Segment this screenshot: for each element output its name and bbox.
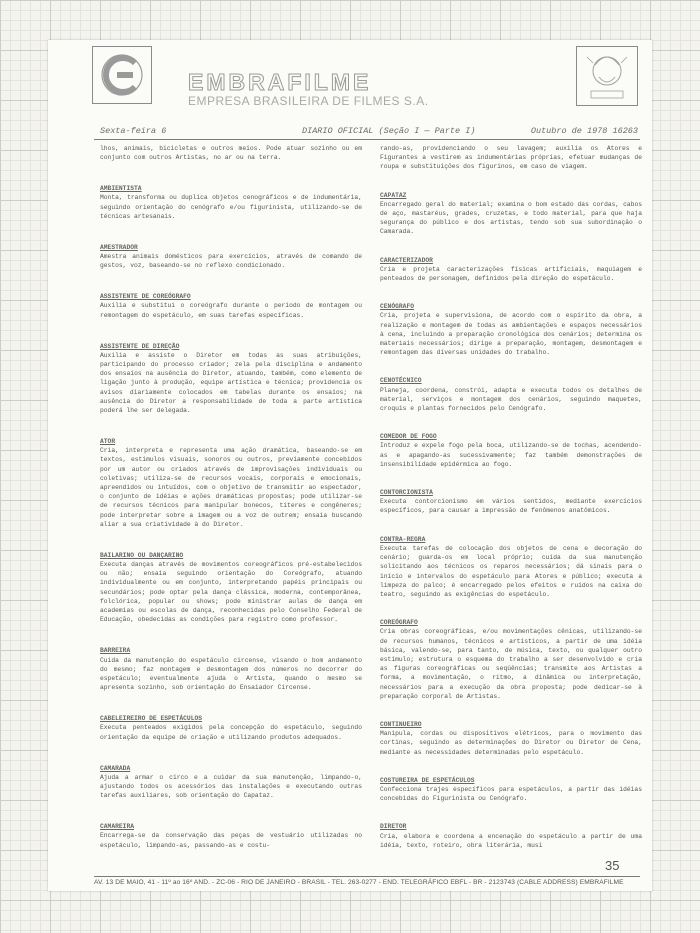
occupation-heading: CARACTERIZADOR — [380, 256, 433, 264]
occupation-heading: COREÓGRAFO — [380, 619, 418, 627]
occupation-heading: AMESTRADOR — [100, 243, 138, 251]
occupation-description: Amestra animais domésticos para exercícios, através de comando de gestos, voz, baseando-se no reflexo condicionado. — [100, 253, 362, 270]
page-number: 35 — [605, 858, 620, 873]
occupation-heading: CAPATAZ — [380, 191, 407, 199]
occupation-description: rando-as, providenciando o seu lavagem; auxilia os Atores e Figurantes a vestirem as indumentárias próprias, efetuar mudanças de roupa e substituições dos figurinos, em caso de viagem. — [380, 145, 642, 171]
occupation-heading: ATOR — [100, 438, 116, 446]
occupation-entry — [380, 776, 642, 804]
occupation-entry — [380, 302, 642, 357]
occupation-entry — [380, 256, 642, 284]
occupation-entry — [100, 292, 362, 320]
occupation-entry — [380, 144, 642, 172]
occupation-entry — [380, 488, 642, 516]
document-page — [48, 40, 652, 891]
occupation-description: Cuida da manutenção do espetáculo circense, visando o bom andamento do mesmo; faz montagem e desmontagem dos números no decorrer do espetáculo; eventualmente ajuda o Artista, quando o mesmo se apresenta sozinho, sob orientação do Ensaiador Circense. — [100, 656, 362, 692]
occupation-description: Cria e projeta caracterizações físicas artificiais, maquiagem e penteados de personagem, definidos pela direção do espetáculo. — [380, 265, 642, 283]
emblem-icon — [577, 47, 637, 105]
occupation-description: Executa danças através de movimentos coreográficos pré-estabelecidos ou não; ensaia seguindo orientação do Coreógrafo, atuando individualmente ou em conjunto, interpretando papéis principais ou secundários; pode optar pela dança clássica, moderna, contemporânea, folclórica, popular ou shows; pode ministrar aulas de dança em academias ou escolas de dança, reconhecidas pelo Conselho Federal de Educação, obedecidas as condições para registro como professor. — [100, 561, 362, 624]
occupation-description: Executa contorcionismo em vários sentidos, mediante exercícios específicos, para causar a impressão de fenômenos anatômicos. — [380, 498, 642, 515]
occupation-entry — [380, 432, 642, 469]
occupation-heading: ASSISTENTE DE DIREÇÃO — [100, 342, 180, 350]
occupation-description: Encarrega-se da conservação das peças de vestuário utilizadas no espetáculo, limpando-as, passando-as e costu- — [100, 832, 362, 849]
embrafilme-logo — [92, 46, 152, 104]
occupation-description: Manipula, cordas ou dispositivos elétricos, para o movimento das cortinas, seguindo as determinações do Diretor ou Diretor de Cena, mediante as necessidades determinadas pelo espetáculo. — [380, 730, 642, 756]
occupation-description: Ajuda a armar o circo e a cuidar da sua manutenção, limpando-o, ajustando todos os acessórios das instalações e executando outras tarefas auxiliares, sob orientação do Capataz. — [100, 773, 362, 800]
occupation-heading: COMEDOR DE FOGO — [380, 433, 437, 441]
occupation-heading: BARREIRA — [100, 647, 131, 655]
occupation-entry — [100, 437, 362, 529]
occupation-heading: CONTORCIONISTA — [380, 489, 433, 497]
occupation-description: Confecciona trajes específicos para espetáculos, a partir das idéias concebidas do Figurinista ou Cenógrafo. — [380, 785, 642, 803]
occupation-heading: CAMARADA — [100, 764, 131, 772]
occupation-entry — [100, 714, 362, 742]
occupation-heading: AMBIENTISTA — [100, 185, 142, 193]
occupation-heading: CENÓGRAFO — [380, 303, 415, 311]
occupation-entry — [380, 618, 642, 701]
occupation-heading: CONTRA-REGRA — [380, 535, 426, 543]
occupation-description: Planeja, coordena, constrói, adapta e executa todos os detalhes de material, serviços e montagem dos cenários, seguindo maquetes, croquis e plantas fornecidos pelo Cenógrafo. — [380, 386, 642, 413]
brand-name: EMBRAFILME — [188, 69, 372, 95]
occupation-heading: BAILARINO OU DANÇARINO — [100, 551, 184, 559]
occupation-heading: CENOTÉCNICO — [380, 377, 422, 385]
occupation-entry — [380, 535, 642, 599]
occupation-description: Cria, projeta e supervisiona, de acordo com o espírito da obra, a realização e montagem de todas as ambientações e espaços necessários à cena, incluindo a preparação cronológica dos cenários; determina os materiais necessários; dirige a preparação, montagem, desmontagem e remontagem das diversas unidades do trabalho. — [380, 312, 642, 357]
right-column — [380, 144, 642, 850]
occupation-entry — [100, 184, 362, 221]
film-reel-icon — [93, 47, 151, 103]
occupation-entry — [100, 144, 362, 162]
occupation-entry — [100, 243, 362, 271]
header-rule — [94, 139, 640, 140]
occupation-entry — [380, 822, 642, 850]
left-column — [100, 144, 362, 850]
occupation-entry — [100, 822, 362, 850]
footer-address: AV. 13 DE MAIO, 41 - 11º ao 16º AND. - ZC-06 - RIO DE JANEIRO - BRASIL - TEL. 263-0277 - END. TELEGRÁFICO EBFL - BR - 2123743 (CABLE ADDRESS) EMBRAFILME — [94, 879, 624, 886]
occupation-description: Introduz e expele fogo pela boca, utilizando-se de tochas, acendendo-as e apagando-as sucessivamente; faz também demonstrações de insensibilidade epidérmica ao fogo. — [380, 442, 642, 468]
occupation-entry — [100, 551, 362, 625]
brand-subtitle: EMPRESA BRASILEIRA DE FILMES S.A. — [188, 94, 429, 108]
occupation-description: Monta, transforma ou duplica objetos cenográficos e de indumentária, seguindo orientação do cenógrafo e/ou figurinista, utilizando-se de técnicas artesanais. — [100, 194, 362, 220]
occupation-description: Encarregado geral do material; examina o bom estado das cordas, cabos de aço, mastaréus, grades, cruzetas, e todo material, para que haja segurança do público e dos artistas, tendo sob sua subordinação o Camarada. — [380, 200, 642, 236]
gazette-date-day: Sexta-feira 6 — [100, 126, 167, 136]
occupation-heading: ASSISTENTE DE COREÓGRAFO — [100, 293, 191, 301]
occupation-entry — [380, 720, 642, 757]
occupation-description: Cria, elabora e coordena a encenação do espetáculo a partir de uma idéia, texto, roteiro, obra literária, musi — [380, 832, 642, 849]
footer-rule — [94, 876, 640, 877]
occupation-heading: CAMAREIRA — [100, 823, 135, 831]
gazette-header — [94, 126, 638, 138]
occupation-description: lhos, animais, bicicletas e outros meios. Pode atuar sozinho ou em conjunto com outros Artistas, no ar ou na terra. — [100, 145, 362, 162]
gazette-title: DIARIO OFICIAL (Seção I — Parte I) — [302, 126, 476, 136]
occupation-heading: COSTUREIRA DE ESPETÁCULOS — [380, 776, 475, 784]
gazette-date-page: Outubro de 1978 16263 — [530, 126, 638, 136]
occupation-description: Auxilia e substitui o coreógrafo durante o período de montagem ou remontagem do espetáculo, em suas tarefas específicas. — [100, 302, 362, 319]
occupation-description: Auxilia e assiste o Diretor em todas as suas atribuições, participando do processo criador; zela pela disciplina e andamento dos ensaios na ausência do Diretor, atuando, também, como elemento de ligação junto à produção, equipe artística e técnica; providencia os avisos diariamente colocados em tabelas durante os ensaios; na ausência do Diretor a responsabilidade de toda a parte artística poderá lhe ser delegada. — [100, 351, 362, 415]
occupation-description: Executa penteados exigidos pela concepção do espetáculo, seguindo orientação da equipe de criação e utilizando produtos adequados. — [100, 724, 362, 741]
occupation-description: Executa tarefas de colocação dos objetos de cena e decoração do cenário; guarda-os em local próprio; cuida da sua manutenção solicitando aos técnicos os reparos necessários; dá sinais para o início e intervalos do espetáculo para Atores e público; executa a limpeza do palco; é encarregado pelos efeitos e ruídos na caixa do teatro, seguindo as exigências do espetáculo. — [380, 544, 642, 598]
occupation-entry — [380, 376, 642, 413]
occupation-entry — [380, 191, 642, 237]
occupation-heading: CABELEIREIRO DE ESPETÁCULOS — [100, 715, 203, 723]
occupation-description: Cria, interpreta e representa uma ação dramática, baseando-se em textos, estímulos visuais, sonoros ou outros, previamente concebidos por um autor ou criados através de improvisações individuais ou coletivas; utiliza-se de recursos vocais, corporais e emocionais, apreendidos ou intuídos, com o objetivo de transmitir ao espectador, o conjunto de idéias e ações dramáticas propostas; pode utilizar-se de recursos técnicos para manipular bonecos, títeres e congêneres; pode interpretar sobre a imagem ou a voz de outrem; ensaia buscando aliar a sua criatividade à do Diretor. — [100, 447, 362, 528]
occupation-heading: CONTINUEIRO — [380, 720, 422, 728]
occupation-entry — [100, 646, 362, 692]
brand-block — [188, 70, 528, 108]
emblem-logo — [576, 46, 638, 106]
occupation-heading: DIRETOR — [380, 823, 407, 831]
occupation-description: Cria obras coreográficas, e/ou movimentações cênicas, utilizando-se de recursos humanos, técnicos e artísticos, a partir de uma idéia básica, valendo-se, para tanto, de música, texto, ou qualquer outro estímulo; estrutura o esquema do trabalho a ser desenvolvido e cria as figuras coreográficas ou seqüências; transmite aos Artistas a forma, a movimentação, o ritmo, a dinâmica ou interpretação, necessários para a execução da obra proposta; pode dedicar-se à preparação corporal de Artistas. — [380, 628, 642, 700]
occupation-entry — [100, 764, 362, 801]
occupation-entry — [100, 342, 362, 416]
